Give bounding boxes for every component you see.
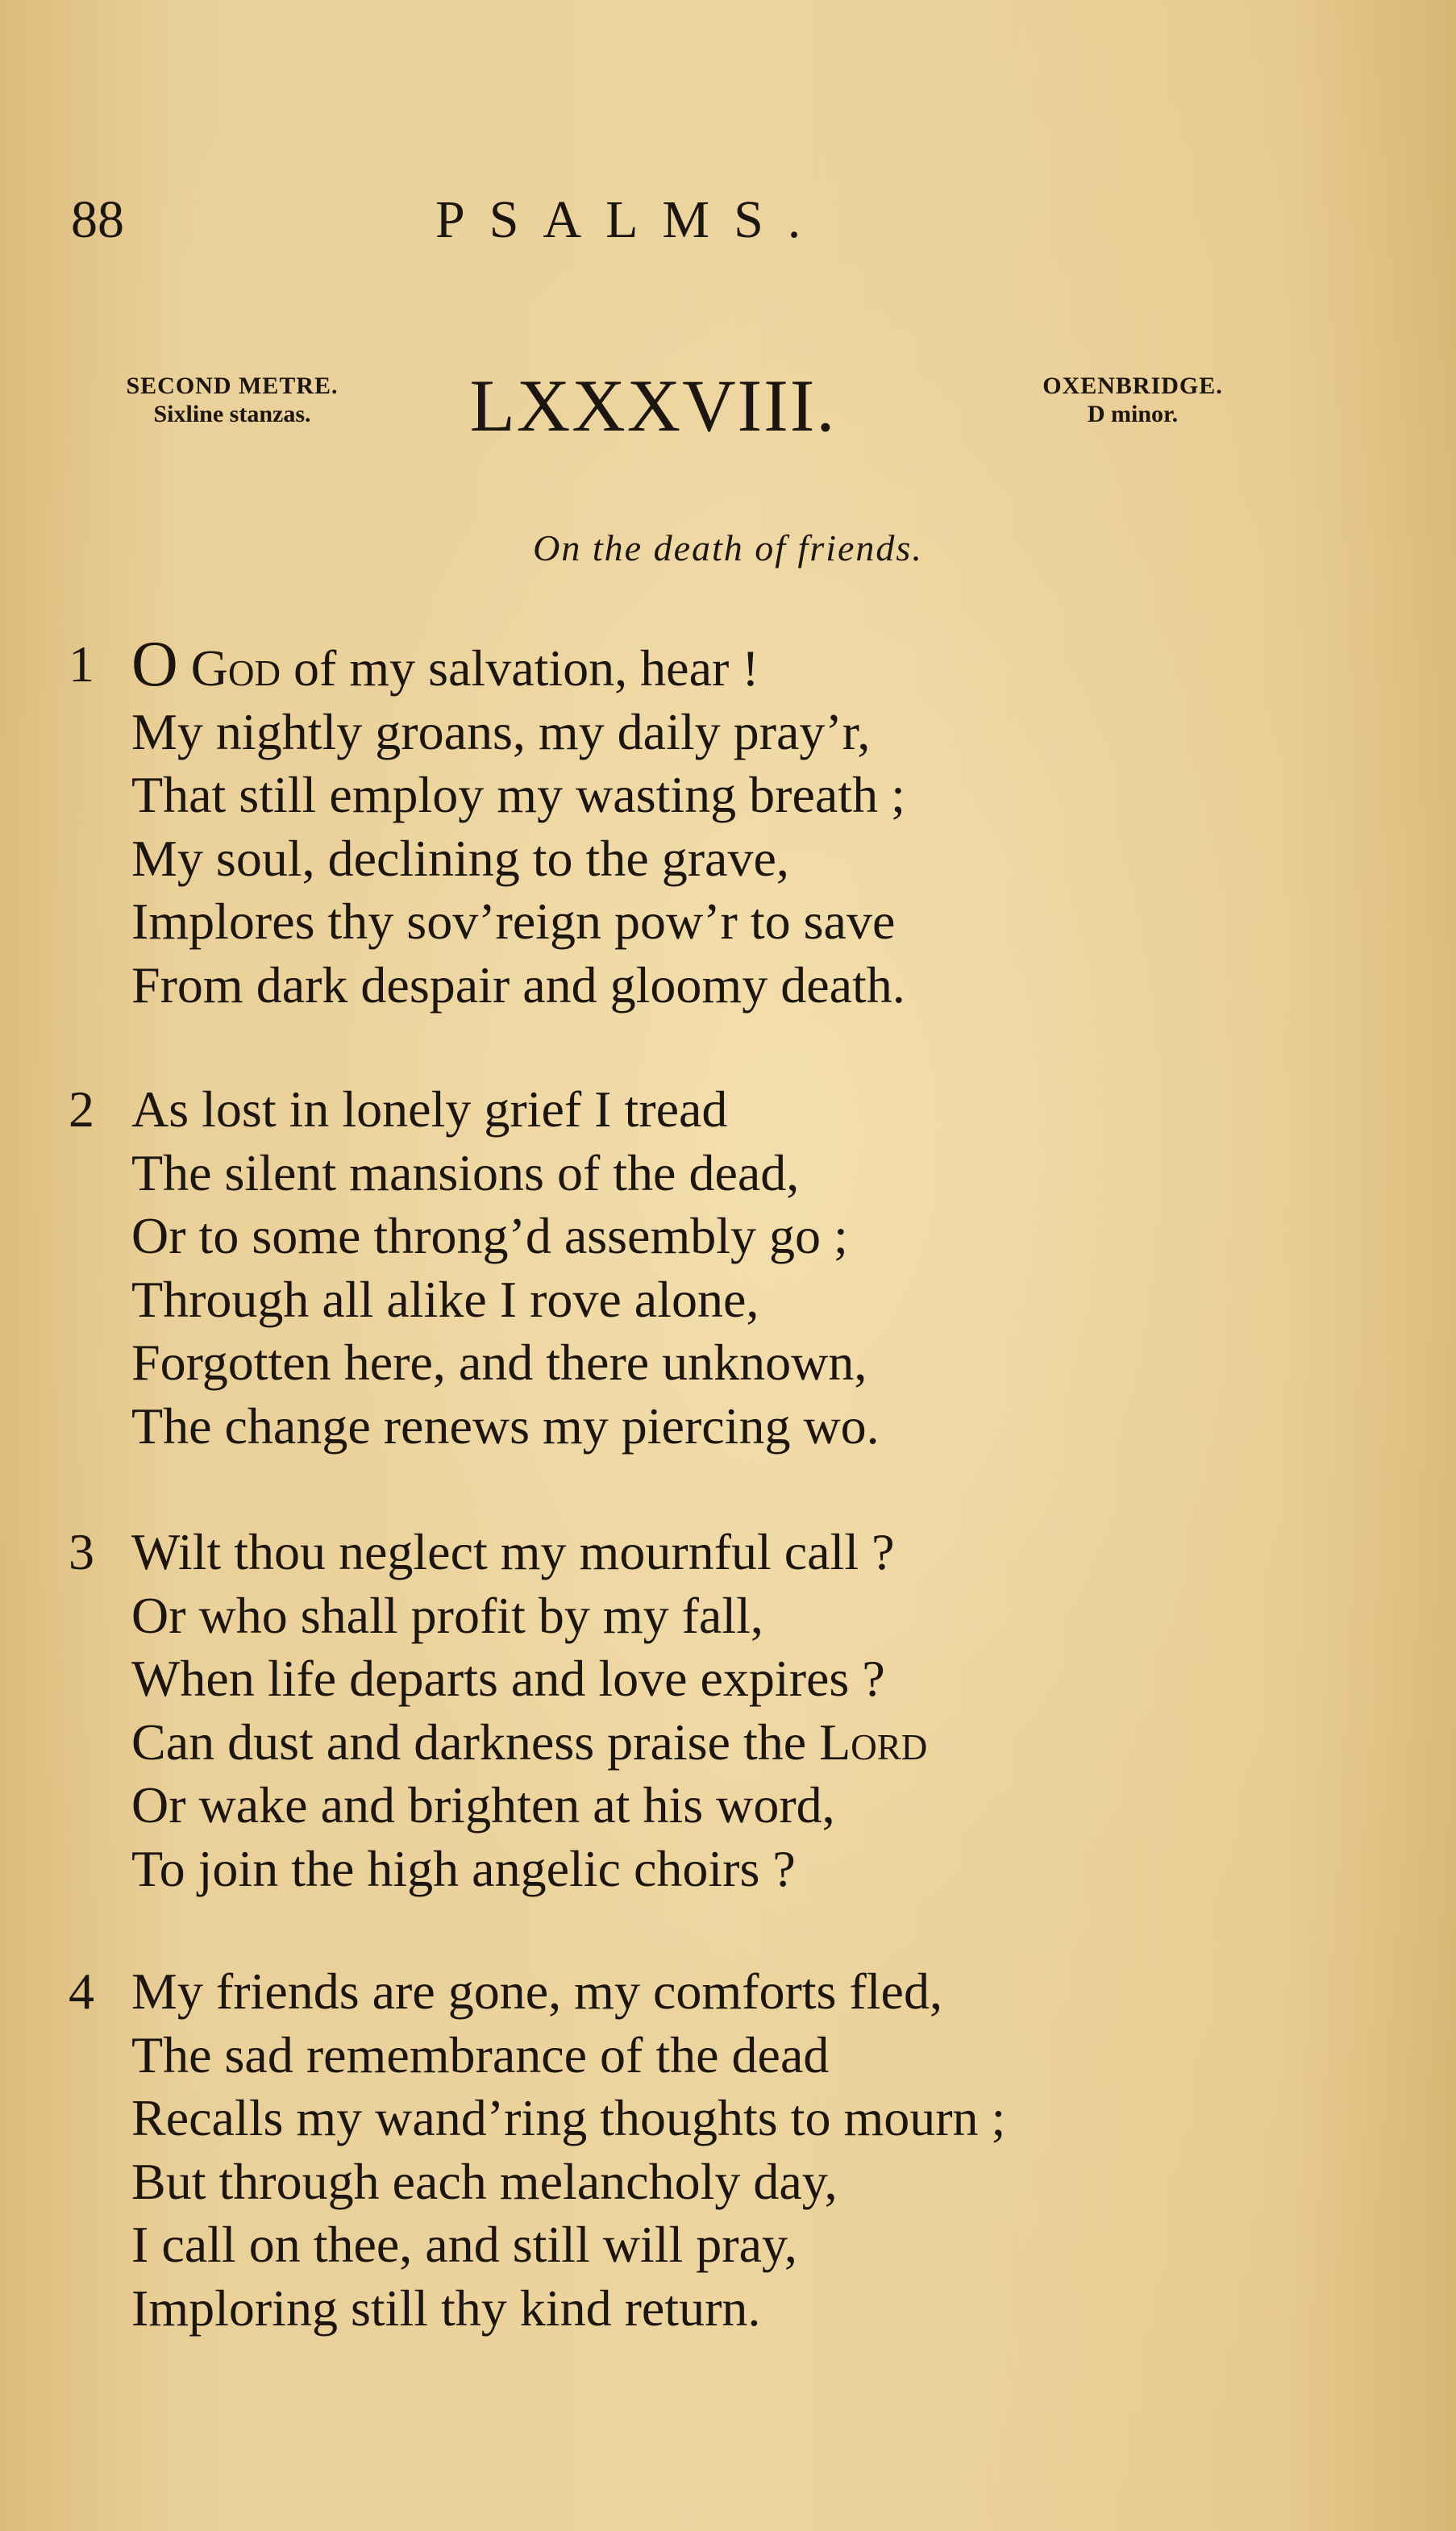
- stanza-lines: [131, 1078, 880, 1458]
- verse-line: The sad remembrance of the dead: [131, 2025, 830, 2083]
- verse-line: As lost in lonely grief I tread: [131, 1080, 728, 1138]
- verse-line-text: of my salvation, hear !: [281, 639, 759, 697]
- small-caps-word: Lord: [819, 1713, 928, 1771]
- verse-line: Imploring still thy kind return.: [131, 2279, 761, 2337]
- verse-line: Wilt thou neglect my mournful call ?: [131, 1523, 895, 1580]
- tune-key: D minor.: [1087, 401, 1179, 427]
- verse-line: Or to some throng’d assembly go ;: [131, 1207, 848, 1264]
- verse-line: To join the high angelic choirs ?: [131, 1839, 796, 1897]
- running-title: PSALMS.: [435, 190, 826, 249]
- verse-line: Or who shall profit by my fall,: [131, 1586, 763, 1644]
- verse-line: Recalls my wand’ring thoughts to mourn ;: [131, 2089, 1006, 2146]
- verse-line: My friends are gone, my comforts fled,: [131, 1963, 942, 2020]
- stanza-number: 3: [69, 1523, 94, 1580]
- stanza-number: 1: [69, 635, 94, 693]
- psalm-number: LXXXVIII.: [469, 364, 837, 447]
- meter-label: [71, 373, 393, 429]
- page-number: 88: [71, 190, 124, 249]
- meter-name: SECOND METRE.: [126, 373, 339, 399]
- verse-line: My nightly groans, my daily pray’r,: [131, 702, 871, 760]
- verse-line: [131, 629, 905, 701]
- verse-line-text: Can dust and darkness praise the: [131, 1713, 820, 1771]
- stanza-number: 4: [69, 1963, 94, 2020]
- small-caps-word: God: [190, 639, 281, 697]
- verse-line: I call on thee, and still will pray,: [131, 2216, 797, 2273]
- stanza-lines: [131, 1521, 927, 1900]
- verse-line: The change renews my piercing wo.: [131, 1397, 880, 1455]
- running-head: [0, 184, 1456, 256]
- verse-line: Implores thy sov’reign pow’r to save: [131, 893, 896, 950]
- verse-line: But through each melancholy day,: [131, 2152, 838, 2210]
- verse-line: From dark despair and gloomy death.: [131, 955, 905, 1014]
- first-word: O: [131, 629, 178, 700]
- tune-label: [1000, 373, 1266, 429]
- meter-description: Sixline stanzas.: [153, 401, 311, 427]
- verse-line: Or wake and brighten at his word,: [131, 1776, 835, 1834]
- stanza-lines: [131, 1960, 1005, 2340]
- verse-line: [131, 1711, 927, 1775]
- tune-name: OXENBRIDGE.: [1042, 373, 1223, 399]
- verse-line: My soul, declining to the grave,: [131, 829, 789, 887]
- verse-line: Through all alike I rove alone,: [131, 1270, 759, 1328]
- verse-line: When life departs and love expires ?: [131, 1650, 885, 1707]
- stanza-number: 2: [69, 1080, 94, 1138]
- verse-line: The silent mansions of the dead,: [131, 1143, 800, 1201]
- verse-line: That still employ my wasting breath ;: [131, 766, 905, 823]
- psalm-subtitle: On the death of friends.: [533, 527, 923, 568]
- verse-line: Forgotten here, and there unknown,: [131, 1334, 867, 1391]
- stanza-lines: [131, 629, 905, 1017]
